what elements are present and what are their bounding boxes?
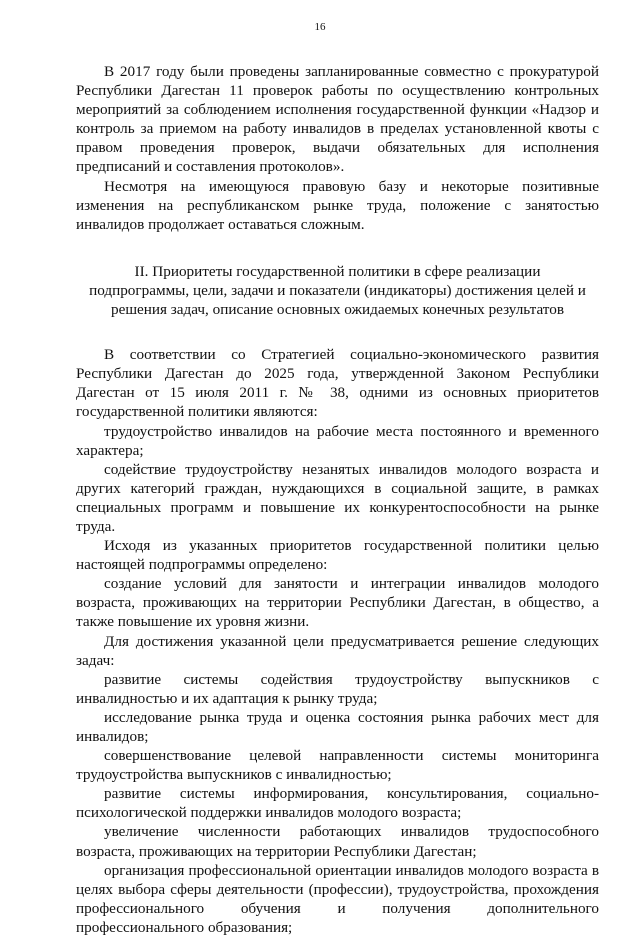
document-body (76, 62, 599, 937)
list-item: развитие системы информирования, консультирования, социально-психологической поддержки инвалидов молодого возраста; (76, 785, 599, 822)
list-item: организация профессиональной ориентации инвалидов молодого возраста в целях выбора сферы деятельности (профессии), трудоустройства, прохождения профессионального обучения и получения дополнительного профессионального образования; (76, 861, 599, 936)
paragraph: Исходя из указанных приоритетов государственной политики целью настоящей подпрограммы определено: (76, 537, 599, 574)
list-item: исследование рынка труда и оценка состояния рынка рабочих мест для инвалидов; (76, 708, 599, 745)
paragraph: В 2017 году были проведены запланированные совместно с прокуратурой Республики Дагестан 11 проверок работы по осуществлению контрольных мероприятий за соблюдением исполнения государственной функции «Надзор и контроль за приемом на работу инвалидов в пределах установленной квоты с правом проведения проверок, выдачи обязательных для исполнения предписаний и составления протоколов». (76, 63, 599, 176)
list-item: трудоустройство инвалидов на рабочие места постоянного и временного характера; (76, 422, 599, 459)
paragraph: В соответствии со Стратегией социально-экономического развития Республики Дагестан до 2025 года, утвержденной Законом Республики Дагестан от 15 июля 2011 г. № 38, одними из основных приоритетов государственной политики являются: (76, 346, 599, 421)
list-item: совершенствование целевой направленности системы мониторинга трудоустройства выпускников с инвалидностью; (76, 747, 599, 784)
list-item: увеличение численности работающих инвалидов трудоспособного возраста, проживающих на территории Республики Дагестан; (76, 823, 599, 860)
page-number: 16 (314, 21, 326, 33)
list-item: создание условий для занятости и интеграции инвалидов молодого возраста, проживающих на территории Республики Дагестан, в общество, а также повышение их уровня жизни. (76, 575, 599, 631)
list-item: развитие системы содействия трудоустройству выпускников с инвалидностью и их адаптация к рынку труда; (76, 670, 599, 707)
list-item: содействие трудоустройству незанятых инвалидов молодого возраста и других категорий граждан, нуждающихся в социальной защите, в рамках специальных программ и повышение их конкурентоспособности на рынке труда. (76, 460, 599, 535)
paragraph: Несмотря на имеющуюся правовую базу и некоторые позитивные изменения на республиканском рынке труда, положение с занятостью инвалидов продолжает оставаться сложным. (76, 177, 599, 233)
section-heading: II. Приоритеты государственной политики в сфере реализации подпрограммы, цели, задачи и показатели (индикаторы) достижения целей и решения задач, описание основных ожидаемых конечных результатов (89, 262, 586, 319)
paragraph: Для достижения указанной цели предусматривается решение следующих задач: (76, 632, 599, 669)
